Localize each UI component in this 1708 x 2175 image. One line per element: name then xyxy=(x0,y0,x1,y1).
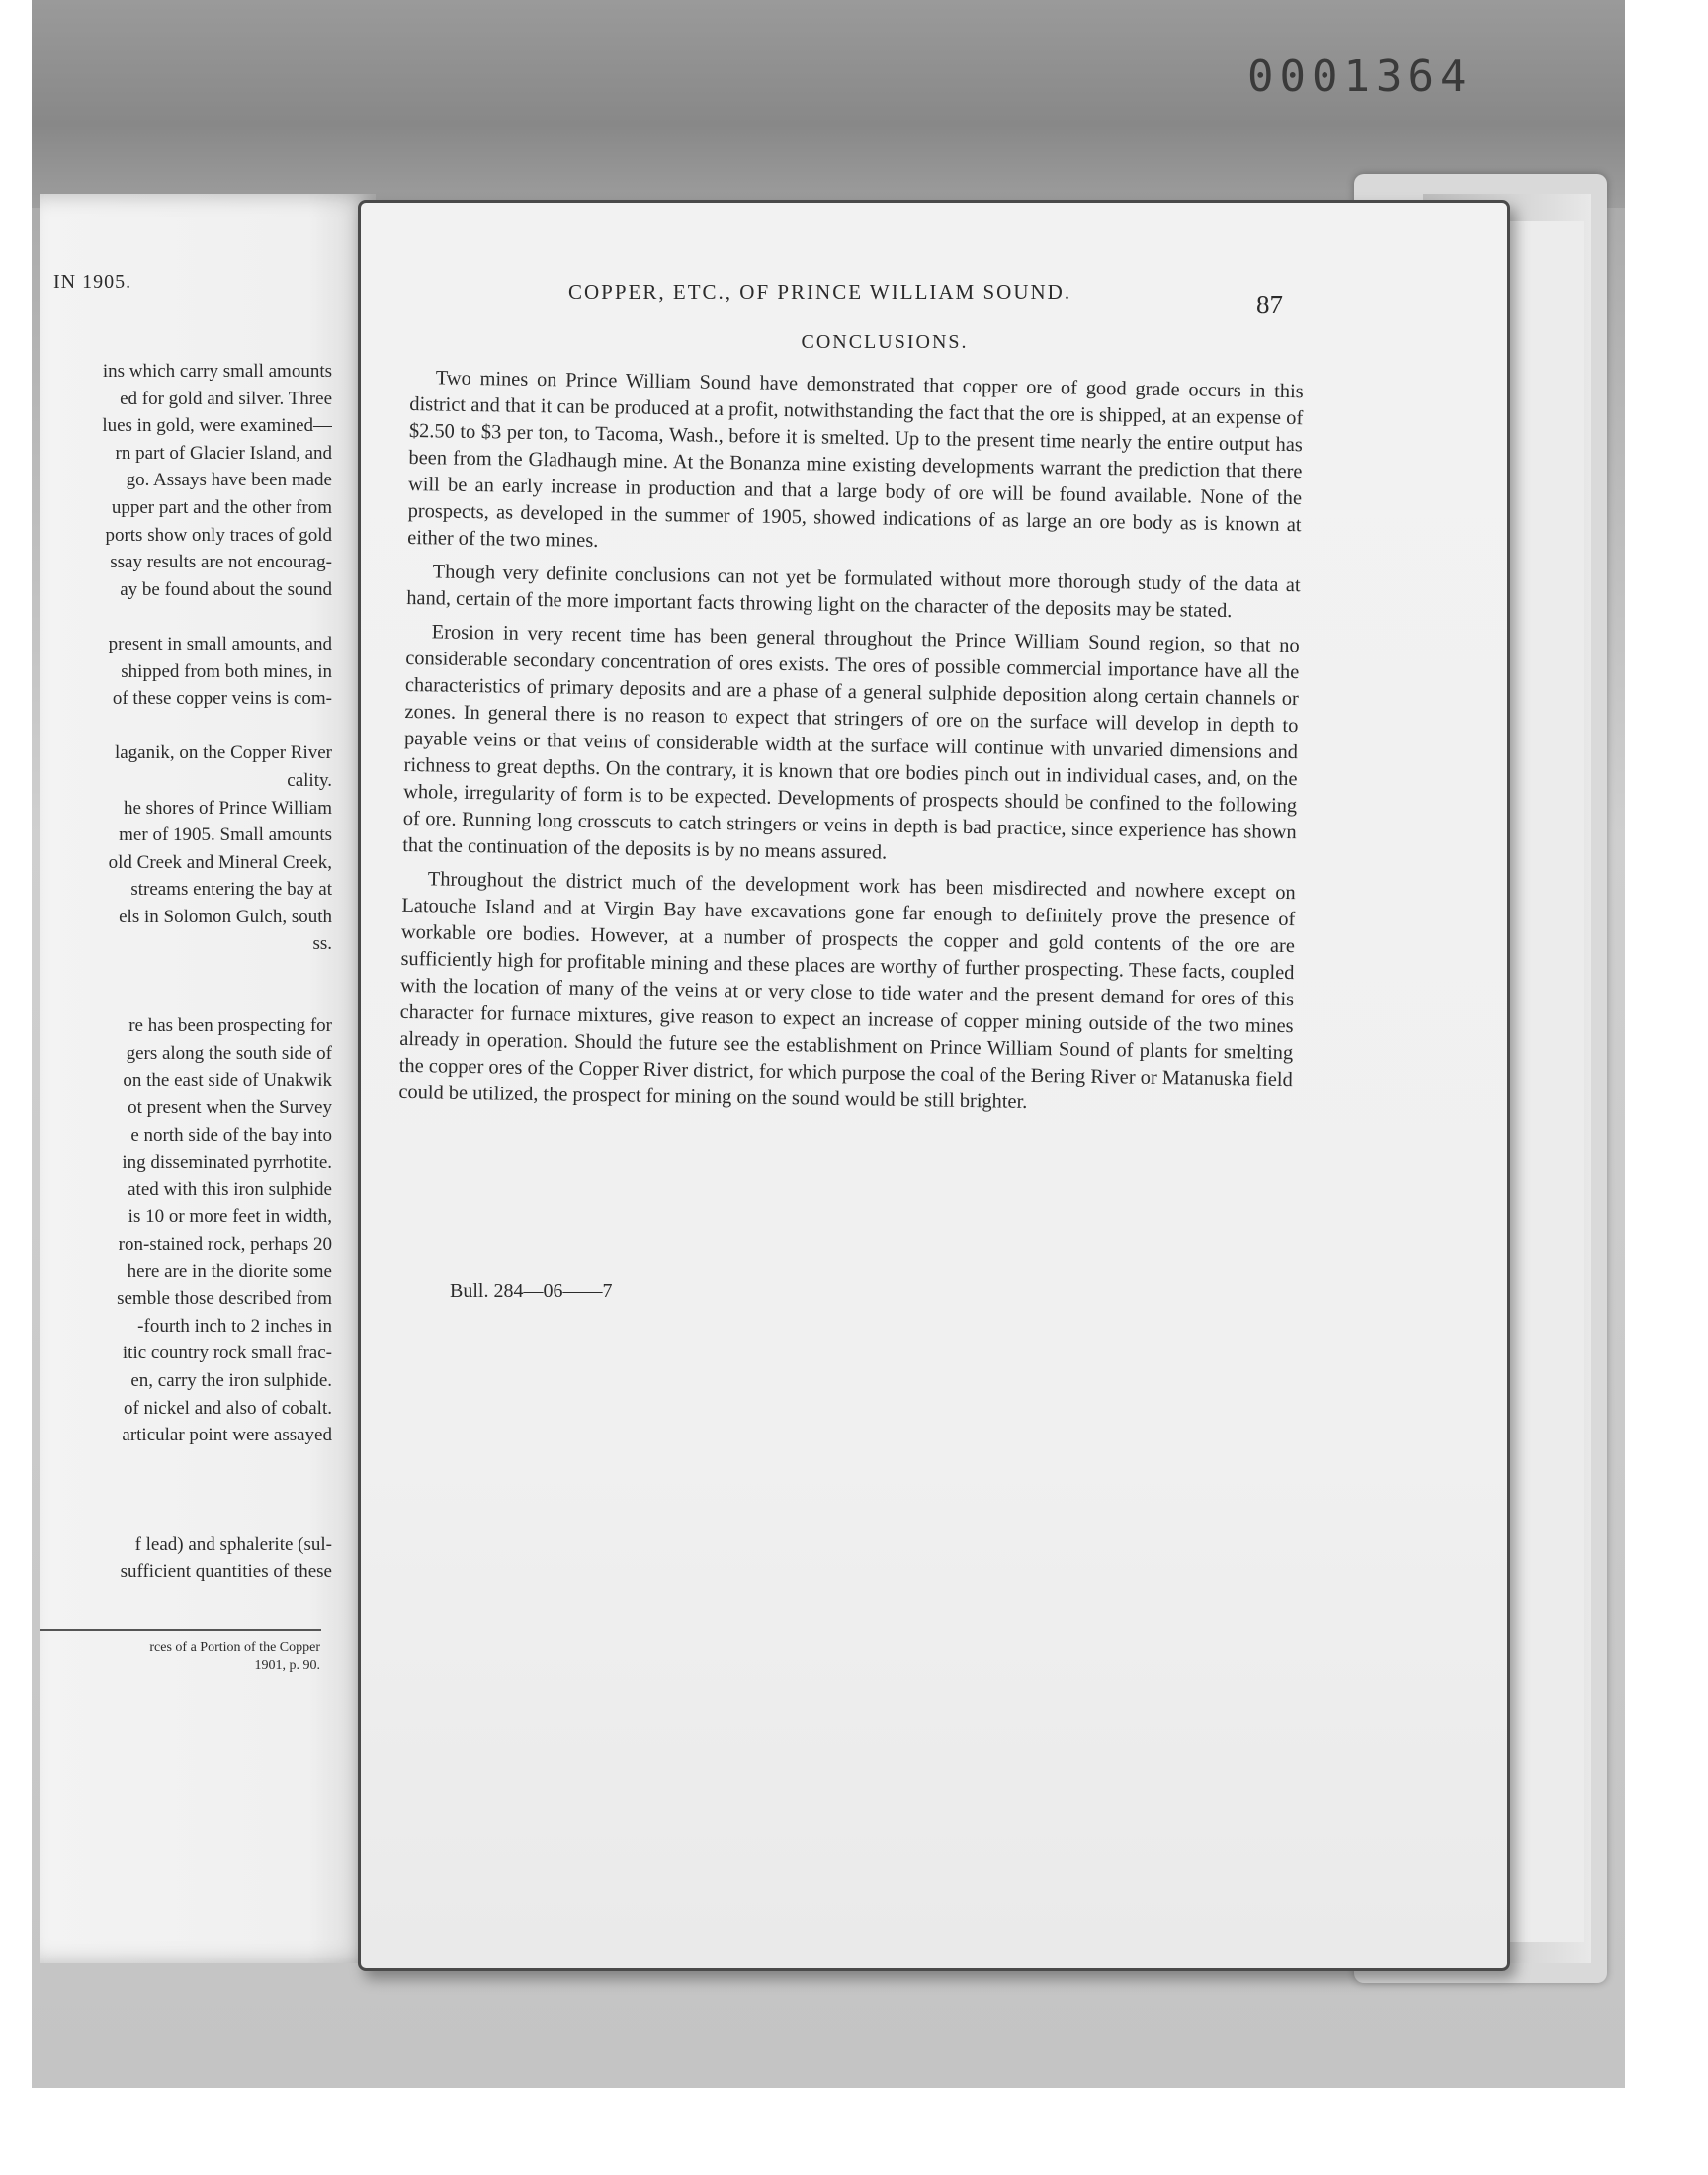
paragraph: Though very definite conclusions can not yet be formulated without more thorough study of the data at hand, certain of the more important facts throwing light on the character of the deposits may be stated. xyxy=(406,561,1301,623)
left-page-line: f lead) and sphalerite (sul- xyxy=(134,1533,332,1555)
left-page-line: cality. xyxy=(287,769,332,791)
section-title: CONCLUSIONS. xyxy=(801,331,969,353)
footnote-rule xyxy=(40,1629,321,1631)
left-page-line xyxy=(40,603,332,631)
left-page-line: rn part of Glacier Island, and xyxy=(115,442,332,464)
left-page-line: laganik, on the Copper River xyxy=(114,742,332,764)
left-page-line: old Creek and Mineral Creek, xyxy=(108,851,332,873)
left-page-line xyxy=(40,1504,332,1531)
left-page-line: ot present when the Survey xyxy=(128,1097,332,1119)
left-page-line: of these copper veins is com- xyxy=(112,688,332,710)
left-page-line: present in small amounts, and xyxy=(108,633,332,654)
left-page-line: ing disseminated pyrrhotite. xyxy=(122,1152,332,1174)
paragraph: Two mines on Prince William Sound have demonstrated that copper ore of good grade occurs in this district and that it can be produced at a profit, notwithstanding the fact that the ore is shipped, at an expense of $2.50 to $3 per ton, to Tacoma, Wash., before it is smelted. Up to the present time nearly the entire output has been from the Gladhaugh mine. At the Bonanza mine existing developments warrant the prediction that there will be an early increase in production and that a large body of ore will be found available. None of the prospects, as developed in the summer of 1905, showed indications of as large an ore body as is known at either of the two mines. xyxy=(407,367,1304,553)
left-page-line: of nickel and also of cobalt. xyxy=(123,1397,332,1419)
left-page-line xyxy=(40,1476,332,1504)
left-page-line xyxy=(40,1449,332,1477)
left-page-line: ssay results are not encourag- xyxy=(110,552,332,573)
left-page xyxy=(40,194,376,1963)
left-page-line: shipped from both mines, in xyxy=(121,660,332,682)
left-page-line: here are in the diorite some xyxy=(127,1261,332,1282)
left-page-line xyxy=(40,958,332,986)
left-page-line: ports show only traces of gold xyxy=(105,524,332,546)
paragraph: Erosion in very recent time has been general throughout the Prince William Sound region, so that no considerable secondary concentration of ores exists. The ores of possible commercial importance have all the characteristics of primary deposits and are a phase of a general sulphide deposition along certain channels or zones. In general there is no reason to expect that stringers of ore on the surface will develop in depth to payable veins or that veins of considerable width at the surface will continue with unvaried dimensions and richness to great depths. On the contrary, it is known that ore bodies pinch out in individual cases, and, on the whole, irregularity of form is to be expected. Developments of prospects should be confined to the following of ore. Running long crosscuts to catch stringers or veins in depth is bad practice, since experience has shown that the continuation of the deposits is by no means assured. xyxy=(402,621,1300,864)
page-number: 87 xyxy=(1256,290,1283,319)
left-page-line: semble those described from xyxy=(117,1288,332,1310)
left-page-line: ins which carry small amounts xyxy=(102,361,332,382)
left-page-line: ss. xyxy=(312,933,332,955)
left-page-text xyxy=(40,358,332,1586)
left-page-line: en, carry the iron sulphide. xyxy=(130,1369,332,1391)
left-page-line: re has been prospecting for xyxy=(128,1015,332,1037)
left-running-head: IN 1905. xyxy=(53,271,132,293)
left-page-line: ated with this iron sulphide xyxy=(128,1178,332,1200)
running-head: COPPER, ETC., OF PRINCE WILLIAM SOUND. xyxy=(568,280,1072,304)
right-page xyxy=(358,200,1510,1971)
left-page-line: articular point were assayed xyxy=(122,1425,332,1446)
left-page-line: go. Assays have been made xyxy=(126,470,332,491)
paragraph: Throughout the district much of the development work has been misdirected and nowhere except on Latouche Island and at Virgin Bay have excavations gone far enough to definitely prove the presence of workable ore bodies. However, at a number of prospects the copper and gold contents of the ore are sufficiently high for profitable mining and these places are worthy of further prospecting. These facts, coupled with the location of many of the veins at or very close to tide water and the present demand for ores of this character for furnace mixtures, give reason to expect an increase of copper mining outside of the two mines already in operation. Should the future see the establishment on Prince William Sound of plants for smelting the copper ores of the Copper River district, for which purpose the coal of the Bering River or Matanuska field could be utilized, the prospect for mining on the sound would be still brighter. xyxy=(398,868,1296,1113)
left-page-line: lues in gold, were examined— xyxy=(102,415,332,437)
left-page-line: gers along the south side of xyxy=(126,1042,332,1064)
left-page-line: is 10 or more feet in width, xyxy=(128,1206,332,1228)
left-page-line: sufficient quantities of these xyxy=(120,1561,332,1583)
left-page-line: ron-stained rock, perhaps 20 xyxy=(118,1234,332,1255)
left-page-line xyxy=(40,713,332,740)
left-page-line: on the east side of Unakwik xyxy=(123,1070,332,1091)
left-page-line: -fourth inch to 2 inches in xyxy=(137,1315,332,1337)
reference-number: 0001364 xyxy=(1247,51,1473,102)
left-page-line: ay be found about the sound xyxy=(120,578,332,600)
left-footnote xyxy=(149,1639,320,1675)
left-page-line: els in Solomon Gulch, south xyxy=(119,906,332,927)
left-page-line: itic country rock small frac- xyxy=(122,1343,332,1364)
left-page-line: ed for gold and silver. Three xyxy=(120,388,332,409)
left-page-line: he shores of Prince William xyxy=(123,797,332,819)
bulletin-signature: Bull. 284—06——7 xyxy=(450,1280,613,1302)
left-page-line: streams entering the bay at xyxy=(130,879,332,901)
left-page-line: mer of 1905. Small amounts xyxy=(119,825,332,846)
footnote-line: 1901, p. 90. xyxy=(254,1658,320,1673)
left-page-line xyxy=(40,986,332,1013)
left-page-line: e north side of the bay into xyxy=(130,1124,332,1146)
body-text xyxy=(398,365,1304,1127)
left-page-line: upper part and the other from xyxy=(111,496,332,518)
footnote-line: rces of a Portion of the Copper xyxy=(149,1640,320,1655)
